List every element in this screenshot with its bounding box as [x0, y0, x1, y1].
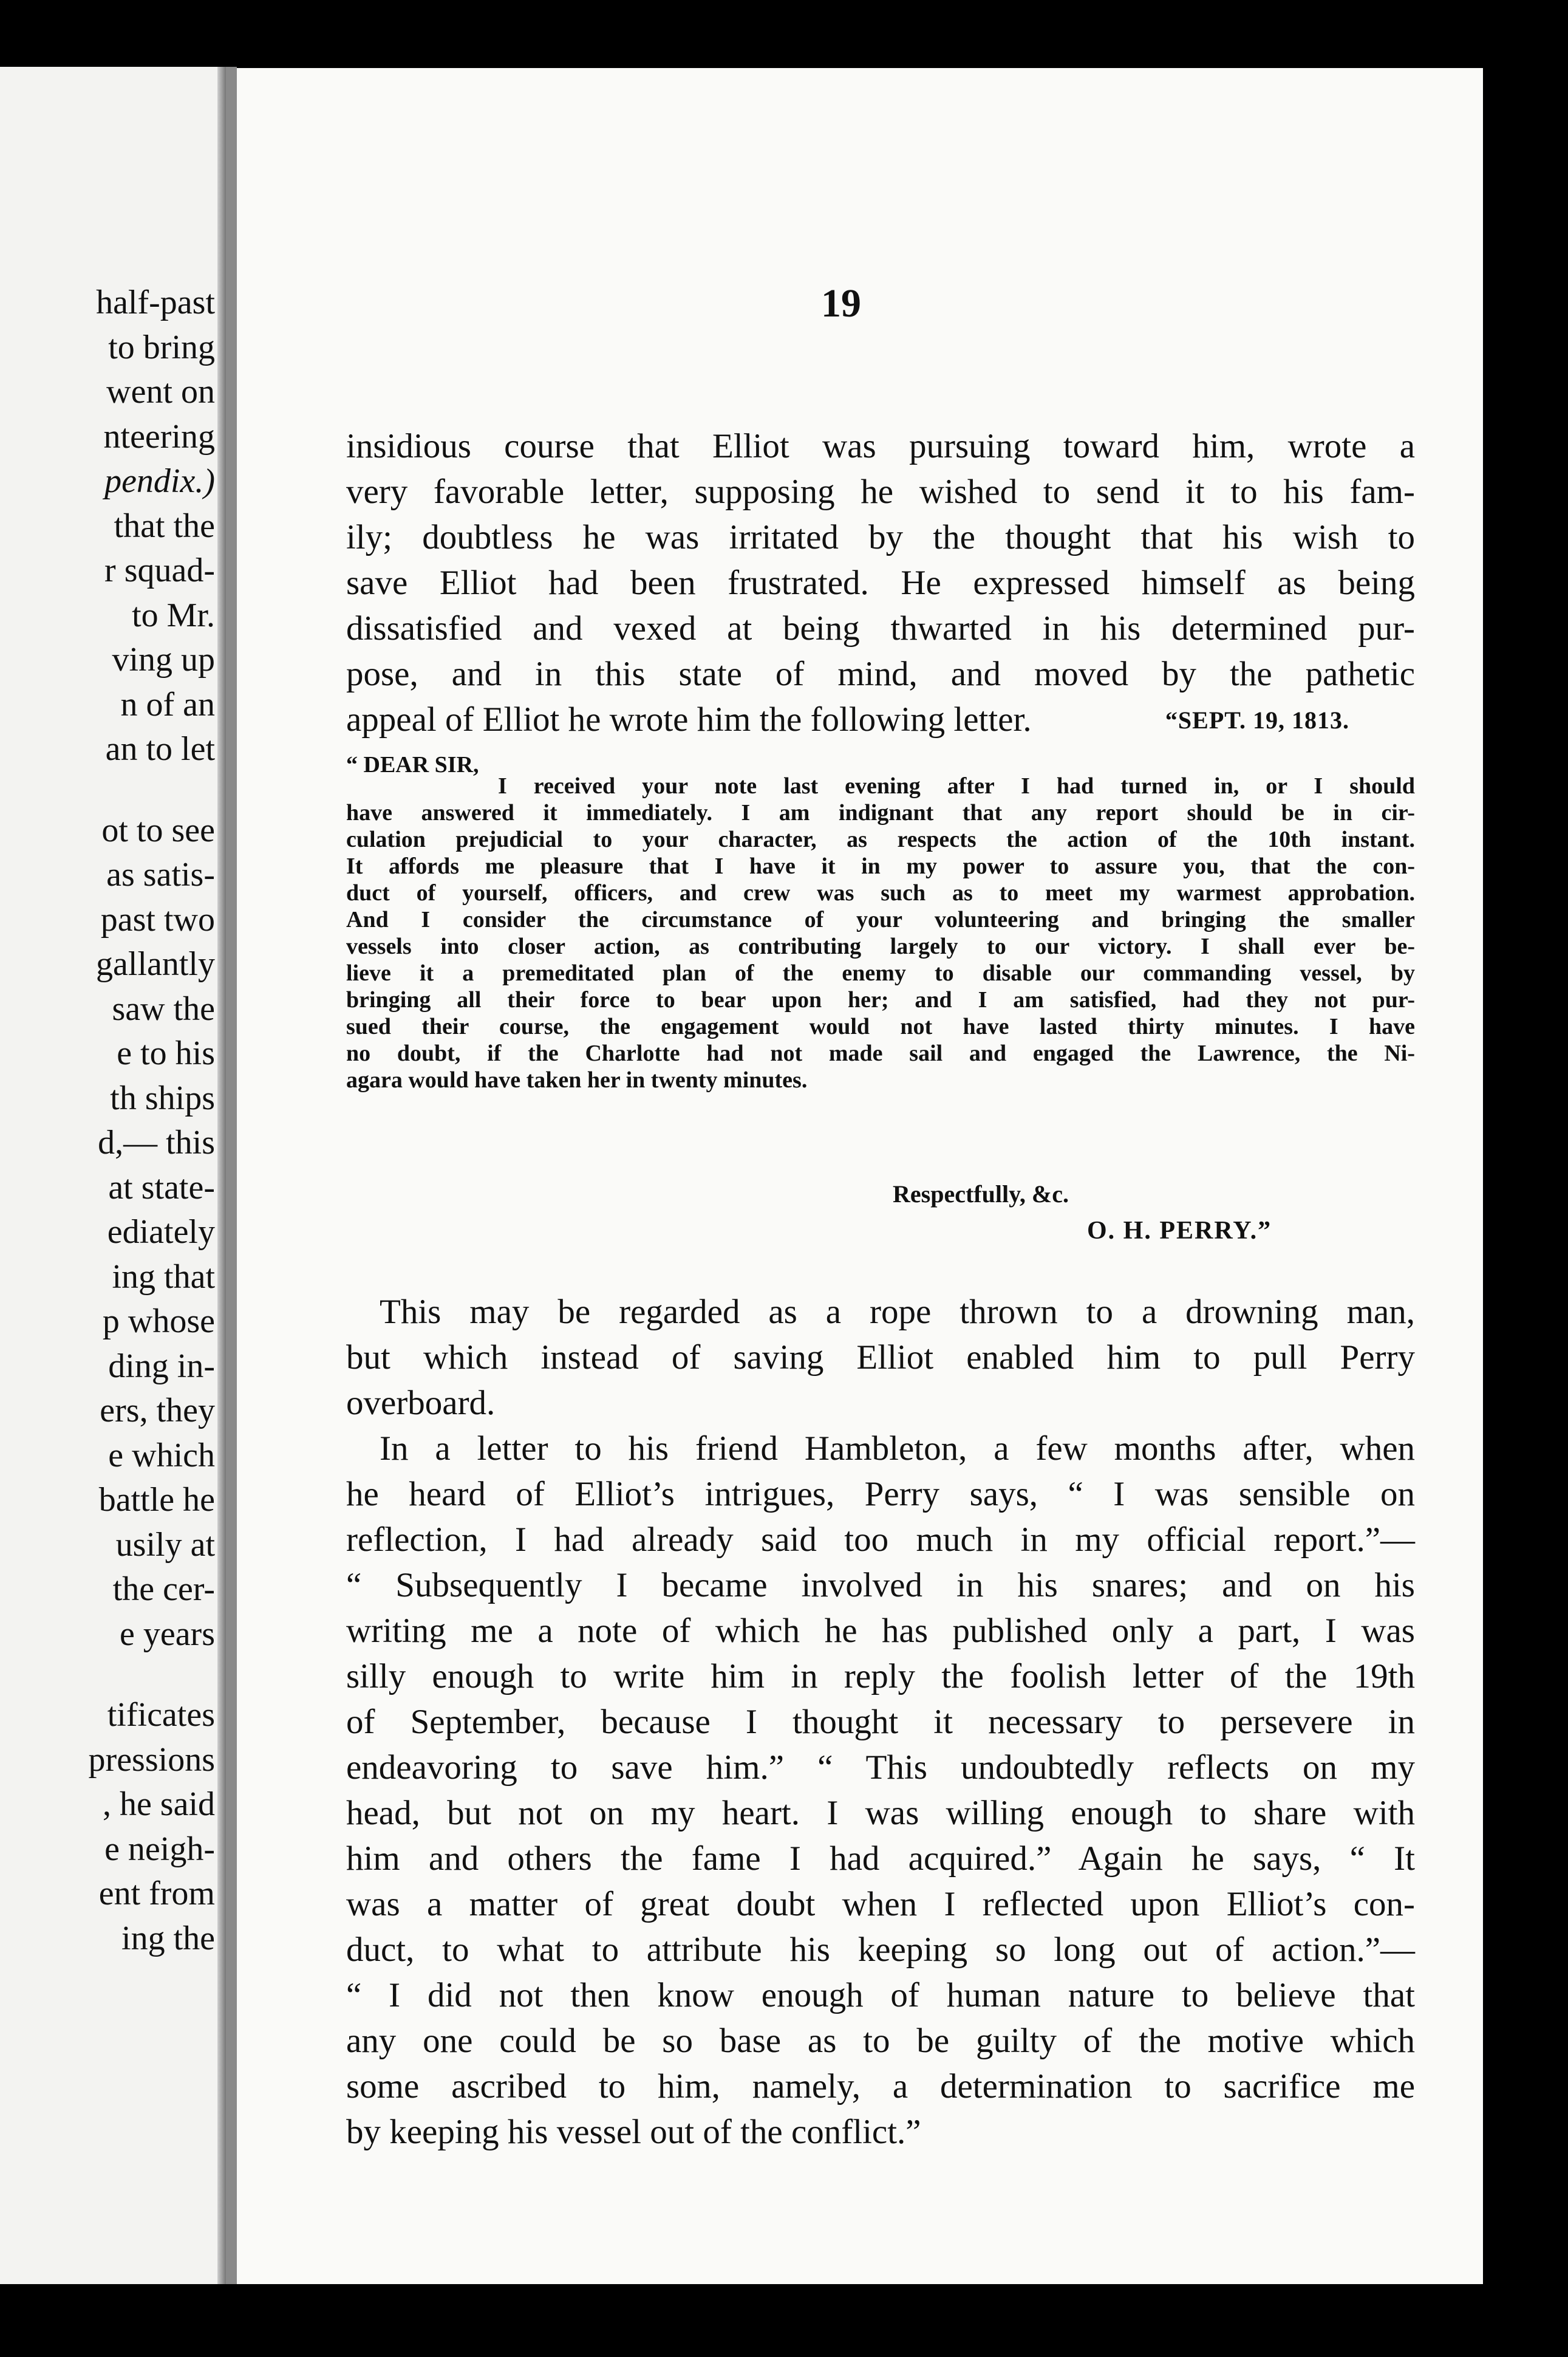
left-page-line: that the: [114, 507, 215, 545]
right-page: [237, 68, 1483, 2284]
paragraph-2: [346, 1289, 1415, 1426]
letter-body: [346, 773, 1415, 1093]
text-line: insidious course that Elliot was pursuing toward him, wrote a: [346, 427, 1415, 465]
left-page-line: e which: [108, 1436, 215, 1474]
text-line: vessels into closer action, as contributing largely to our victory. I shall ever be-: [346, 934, 1415, 959]
left-page-line: p whose: [102, 1302, 215, 1340]
text-line: bringing all their force to bear upon her; and I am satisfied, had they not pur-: [346, 987, 1415, 1013]
text-line: culation prejudicial to your character, as respects the action of the 10th instant.: [346, 827, 1415, 852]
letter-closing: Respectfully, &c.: [893, 1180, 1069, 1208]
left-page-line: went on: [106, 373, 215, 411]
text-line: appeal of Elliot he wrote him the following letter.: [346, 700, 1032, 739]
left-page-line: n of an: [120, 685, 215, 724]
left-page-line: past two: [100, 900, 215, 939]
left-page-line: the cer-: [112, 1570, 215, 1608]
text-line: dissatisfied and vexed at being thwarted in his determined pur-: [346, 609, 1415, 648]
text-line: him and others the fame I had acquired.” Again he says, “ It: [346, 1839, 1415, 1878]
left-page-line: tificates: [107, 1696, 215, 1734]
text-line: he heard of Elliot’s intrigues, Perry says, “ I was sensible on: [346, 1475, 1415, 1513]
text-line: pose, and in this state of mind, and moved by the pathetic: [346, 655, 1415, 693]
text-line: In a letter to his friend Hambleton, a few months after, when: [380, 1429, 1415, 1468]
left-page-line: ot to see: [101, 811, 215, 849]
text-line: “ Subsequently I became involved in his snares; and on his: [346, 1566, 1415, 1604]
text-line: have answered it immediately. I am indignant that any report should be in cir-: [346, 800, 1415, 826]
left-page-line: as satis-: [106, 856, 215, 894]
left-page-line: half-past: [96, 284, 215, 321]
text-line: “ I did not then know enough of human nature to believe that: [346, 1976, 1415, 2014]
text-line: any one could be so base as to be guilty of the motive which: [346, 2022, 1415, 2060]
text-line: sued their course, the engagement would not have lasted thirty minutes. I have: [346, 1014, 1415, 1039]
left-page-line: ent from: [98, 1875, 215, 1912]
text-line: was a matter of great doubt when I reflected upon Elliot’s con-: [346, 1885, 1415, 1923]
text-line: of September, because I thought it necessary to persevere in: [346, 1703, 1415, 1741]
text-line: duct, to what to attribute his keeping so long out of action.”—: [346, 1931, 1415, 1969]
left-page-line: gallantly: [96, 945, 215, 983]
left-page-line: e neigh-: [104, 1830, 215, 1868]
left-page-line: r squad-: [104, 552, 215, 589]
text-line: save Elliot had been frustrated. He expressed himself as being: [346, 564, 1415, 602]
binding-gutter: [226, 67, 237, 2284]
left-page-line: usily at: [115, 1525, 215, 1564]
left-page-line: ing that: [112, 1257, 215, 1296]
letter-salutation: “ DEAR SIR,: [346, 752, 479, 778]
left-page-line: pressions: [88, 1740, 215, 1779]
text-line: This may be regarded as a rope thrown to a drowning man,: [380, 1293, 1415, 1331]
left-page-line: e years: [119, 1615, 215, 1653]
left-page-fragment: [0, 67, 226, 2284]
left-page-line: , he said: [102, 1785, 215, 1823]
text-line: but which instead of saving Elliot enabled him to pull Perry: [346, 1338, 1415, 1377]
letter-date: “SEPT. 19, 1813.: [1165, 706, 1349, 734]
left-page-line: nteering: [103, 417, 215, 456]
text-line: head, but not on my heart. I was willing enough to share with: [346, 1794, 1415, 1832]
left-page-line: d,— this: [98, 1124, 215, 1161]
left-page-line: at state-: [108, 1168, 215, 1206]
page-spine-shadow: [217, 67, 226, 2284]
text-line: by keeping his vessel out of the conflict.”: [346, 2113, 921, 2151]
text-line: reflection, I had already said too much in my official report.”—: [346, 1521, 1415, 1559]
letter-signature: O. H. PERRY.”: [1087, 1217, 1272, 1245]
left-page-line: ding in-: [108, 1347, 215, 1385]
left-page-line: pendix.): [104, 462, 215, 500]
text-line: lieve it a premeditated plan of the enemy to disable our commanding vessel, by: [346, 960, 1415, 986]
left-page-line: saw the: [112, 990, 215, 1028]
text-line: some ascribed to him, namely, a determination to sacrifice me: [346, 2067, 1415, 2106]
scan-border-bottom: [0, 2284, 1568, 2357]
text-line: writing me a note of which he has published only a part, I was: [346, 1612, 1415, 1650]
text-line: no doubt, if the Charlotte had not made sail and engaged the Lawrence, the Ni-: [346, 1041, 1415, 1066]
text-line: I received your note last evening after I had turned in, or I should: [498, 773, 1415, 799]
left-page-line: an to let: [105, 730, 215, 768]
text-line: duct of yourself, officers, and crew was such as to meet my warmest approbation.: [346, 880, 1415, 906]
text-line: endeavoring to save him.” “ This undoubtedly reflects on my: [346, 1748, 1415, 1787]
left-page-line: to bring: [108, 328, 215, 366]
text-line: And I consider the circumstance of your volunteering and bringing the smaller: [346, 907, 1415, 932]
left-page-line: th ships: [110, 1079, 215, 1117]
scan-border-top: [0, 0, 1568, 67]
left-page-line: ers, they: [100, 1392, 215, 1429]
text-line: silly enough to write him in reply the foolish letter of the 19th: [346, 1657, 1415, 1695]
text-line: very favorable letter, supposing he wished to send it to his fam-: [346, 473, 1415, 511]
left-page-line: ediately: [107, 1213, 215, 1251]
paragraph-3: [346, 1426, 1415, 2155]
left-page-line: ing the: [121, 1919, 215, 1957]
scan-border-right: [1483, 68, 1568, 2284]
text-line: It affords me pleasure that I have it in my power to assure you, that the con-: [346, 854, 1415, 879]
text-line: ily; doubtless he was irritated by the thought that his wish to: [346, 518, 1415, 556]
page-number: 19: [821, 281, 861, 326]
text-line: overboard.: [346, 1384, 496, 1422]
left-page-line: battle he: [98, 1481, 215, 1519]
text-line: agara would have taken her in twenty minutes.: [346, 1067, 808, 1093]
left-page-line: ving up: [112, 641, 215, 679]
left-page-line: to Mr.: [132, 596, 215, 634]
paragraph-1: [346, 423, 1415, 742]
left-page-line: e to his: [117, 1035, 215, 1072]
